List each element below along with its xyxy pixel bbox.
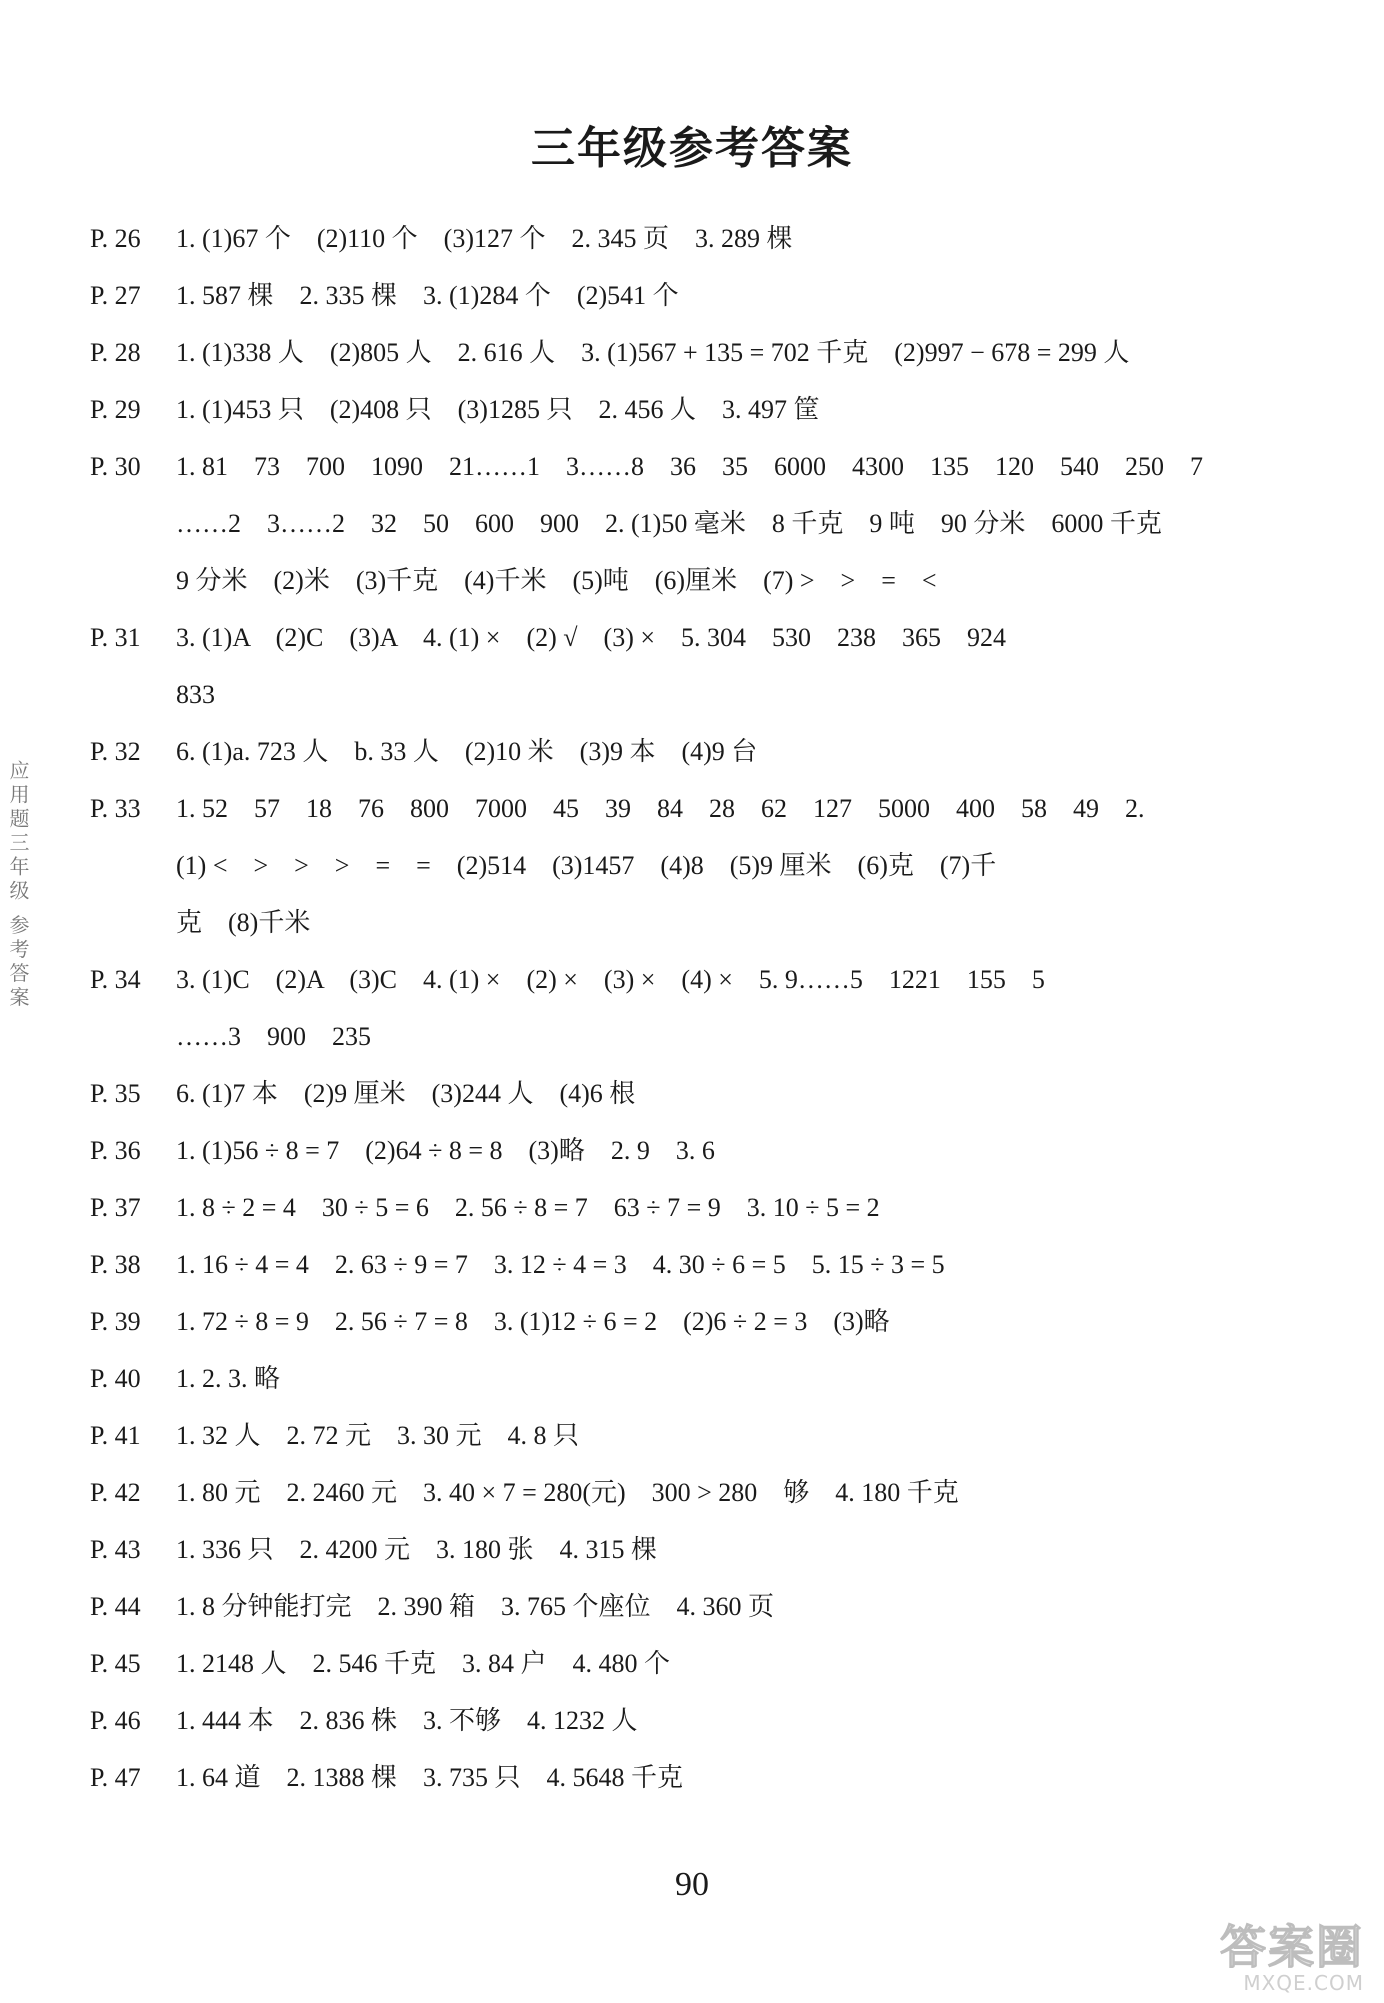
answer-line: 6. (1)7 本 (2)9 厘米 (3)244 人 (4)6 根 [176, 1079, 636, 1108]
answer-row [90, 1236, 1290, 1293]
answer-page-label: P. 30 [90, 452, 141, 481]
answer-lines [176, 1122, 1290, 1179]
answer-line: 1. 52 57 18 76 800 7000 45 39 84 28 62 127 5000 400 58 49 2. [176, 794, 1145, 823]
answer-page-label: P. 46 [90, 1706, 141, 1735]
answer-line: 1. 2148 人 2. 546 千克 3. 84 户 4. 480 个 [176, 1649, 671, 1678]
answer-page-label: P. 39 [90, 1307, 141, 1336]
answer-lines [176, 780, 1290, 951]
answer-line: 9 分米 (2)米 (3)千克 (4)千米 (5)吨 (6)厘米 (7) > > = < [176, 566, 937, 595]
answer-page-label: P. 40 [90, 1364, 141, 1393]
answer-page-label: P. 47 [90, 1763, 141, 1792]
answer-lines [176, 1065, 1290, 1122]
answer-page-label: P. 35 [90, 1079, 141, 1108]
answer-row [90, 1578, 1290, 1635]
answer-row [90, 1749, 1290, 1806]
answer-line: 1. 587 棵 2. 335 棵 3. (1)284 个 (2)541 个 [176, 281, 679, 310]
answer-page-label: P. 32 [90, 737, 141, 766]
answer-page-label: P. 26 [90, 224, 141, 253]
answer-lines [176, 1407, 1290, 1464]
answer-page-label: P. 45 [90, 1649, 141, 1678]
binding-side-text: 应用题三年级 参考答案 [6, 760, 30, 1011]
answer-line: 833 [176, 680, 215, 709]
answer-line: ……2 3……2 32 50 600 900 2. (1)50 毫米 8 千克 9 吨 90 分米 6000 千克 [176, 509, 1162, 538]
answer-lines [176, 1521, 1290, 1578]
answer-row [90, 1122, 1290, 1179]
answer-page-label: P. 34 [90, 965, 141, 994]
answer-line: 1. 64 道 2. 1388 棵 3. 735 只 4. 5648 千克 [176, 1763, 684, 1792]
answer-lines [176, 723, 1290, 780]
answer-page-label: P. 42 [90, 1478, 141, 1507]
answer-line: 1. 72 ÷ 8 = 9 2. 56 ÷ 7 = 8 3. (1)12 ÷ 6 = 2 (2)6 ÷ 2 = 3 (3)略 [176, 1307, 890, 1336]
answer-lines [176, 1635, 1290, 1692]
answer-lines [176, 609, 1290, 723]
answer-row [90, 1464, 1290, 1521]
answer-line: 1. (1)338 人 (2)805 人 2. 616 人 3. (1)567 + 135 = 702 千克 (2)997 − 678 = 299 人 [176, 338, 1130, 367]
answer-line: 1. 80 元 2. 2460 元 3. 40 × 7 = 280(元) 300 > 280 够 4. 180 千克 [176, 1478, 959, 1507]
answer-line: 6. (1)a. 723 人 b. 33 人 (2)10 米 (3)9 本 (4)9 台 [176, 737, 758, 766]
answer-page-label: P. 41 [90, 1421, 141, 1450]
answer-line: 1. (1)67 个 (2)110 个 (3)127 个 2. 345 页 3. 289 棵 [176, 224, 793, 253]
answer-line: 1. 81 73 700 1090 21……1 3……8 36 35 6000 4300 135 120 540 250 7 [176, 452, 1203, 481]
answer-lines [176, 1464, 1290, 1521]
answer-lines [176, 1578, 1290, 1635]
answer-line: 克 (8)千米 [176, 908, 311, 937]
answer-row [90, 723, 1290, 780]
answer-page-label: P. 43 [90, 1535, 141, 1564]
answer-page-label: P. 37 [90, 1193, 141, 1222]
answer-lines [176, 210, 1290, 267]
answer-lines [176, 1236, 1290, 1293]
answer-lines [176, 1749, 1290, 1806]
answer-lines [176, 1350, 1290, 1407]
watermark-logo-text: 答案圈 [1220, 1920, 1364, 1974]
answer-row [90, 609, 1290, 723]
answer-page-label: P. 44 [90, 1592, 141, 1621]
answer-row [90, 1179, 1290, 1236]
answer-row [90, 381, 1290, 438]
answer-row [90, 951, 1290, 1065]
answer-line: 1. 444 本 2. 836 株 3. 不够 4. 1232 人 [176, 1706, 638, 1735]
answer-line: 1. 2. 3. 略 [176, 1364, 281, 1393]
answer-line: 3. (1)A (2)C (3)A 4. (1) × (2) √ (3) × 5. 304 530 238 365 924 [176, 623, 1007, 652]
answer-row [90, 1350, 1290, 1407]
answer-row [90, 780, 1290, 951]
answer-lines [176, 381, 1290, 438]
answer-row [90, 438, 1290, 609]
answer-line: 1. (1)56 ÷ 8 = 7 (2)64 ÷ 8 = 8 (3)略 2. 9 3. 6 [176, 1136, 715, 1165]
answer-lines [176, 1692, 1290, 1749]
answer-line: 3. (1)C (2)A (3)C 4. (1) × (2) × (3) × (4) × 5. 9……5 1221 155 5 [176, 965, 1045, 994]
answer-page-label: P. 28 [90, 338, 141, 367]
watermark-url: MXQE.COM [1243, 1971, 1364, 1995]
answer-row [90, 1407, 1290, 1464]
answer-lines [176, 438, 1290, 609]
answer-page-label: P. 36 [90, 1136, 141, 1165]
answer-lines [176, 1179, 1290, 1236]
answer-line: ……3 900 235 [176, 1022, 372, 1051]
watermark-logo [1174, 1920, 1364, 1995]
answer-lines [176, 1293, 1290, 1350]
answer-line: 1. 32 人 2. 72 元 3. 30 元 4. 8 只 [176, 1421, 580, 1450]
answer-row [90, 210, 1290, 267]
answer-row [90, 1521, 1290, 1578]
answer-line: (1) < > > > = = (2)514 (3)1457 (4)8 (5)9 厘米 (6)克 (7)千 [176, 851, 997, 880]
answer-row [90, 1692, 1290, 1749]
answer-lines [176, 267, 1290, 324]
answer-line: 1. (1)453 只 (2)408 只 (3)1285 只 2. 456 人 3. 497 筐 [176, 395, 820, 424]
answer-lines [176, 324, 1290, 381]
page-title: 三年级参考答案 [531, 123, 853, 174]
answer-page-label: P. 27 [90, 281, 141, 310]
answer-row [90, 1293, 1290, 1350]
answer-row [90, 267, 1290, 324]
answer-list [90, 210, 1290, 1806]
answer-row [90, 1065, 1290, 1122]
answer-line: 1. 336 只 2. 4200 元 3. 180 张 4. 315 棵 [176, 1535, 658, 1564]
answer-line: 1. 8 分钟能打完 2. 390 箱 3. 765 个座位 4. 360 页 [176, 1592, 775, 1621]
answer-line: 1. 8 ÷ 2 = 4 30 ÷ 5 = 6 2. 56 ÷ 8 = 7 63 ÷ 7 = 9 3. 10 ÷ 5 = 2 [176, 1193, 880, 1222]
answer-page-label: P. 33 [90, 794, 141, 823]
answer-line: 1. 16 ÷ 4 = 4 2. 63 ÷ 9 = 7 3. 12 ÷ 4 = 3 4. 30 ÷ 6 = 5 5. 15 ÷ 3 = 5 [176, 1250, 945, 1279]
answer-page-label: P. 29 [90, 395, 141, 424]
page-number: 90 [675, 1866, 709, 1903]
answer-lines [176, 951, 1290, 1065]
answer-page-label: P. 31 [90, 623, 141, 652]
answer-page-label: P. 38 [90, 1250, 141, 1279]
answer-row [90, 1635, 1290, 1692]
answer-row [90, 324, 1290, 381]
